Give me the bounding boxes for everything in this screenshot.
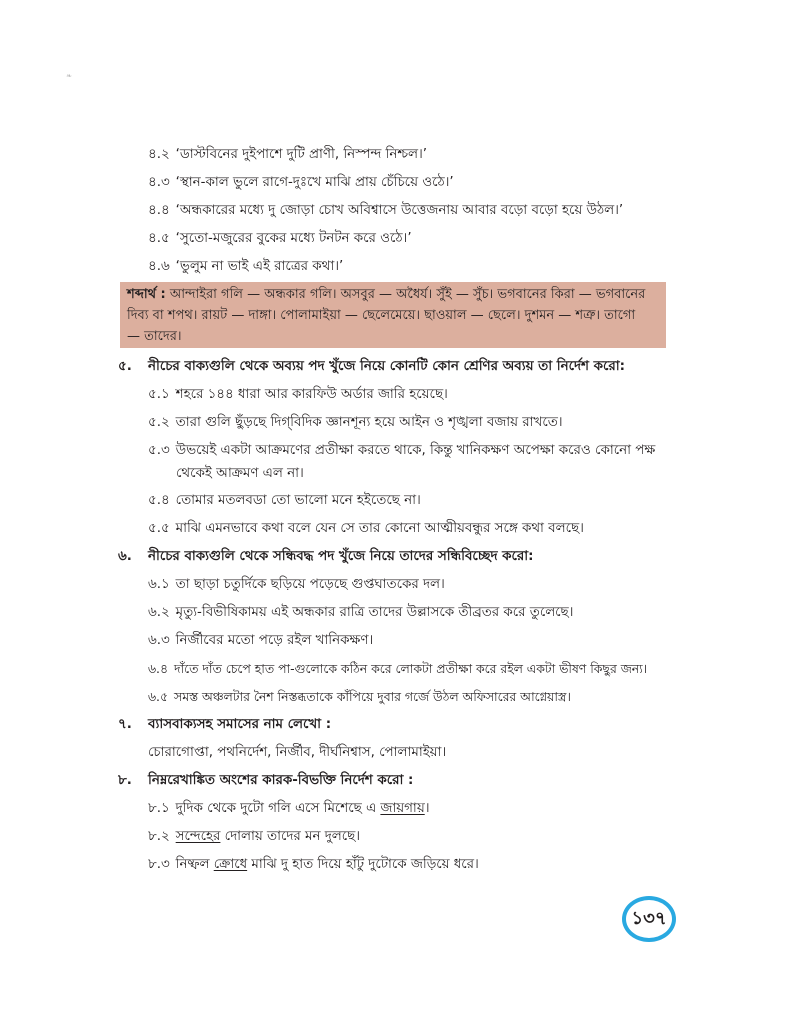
item-number: ৪.২: [148, 147, 170, 162]
item-number: ৮.১: [148, 801, 170, 816]
item-text: ‘ভুলুম না ভাই এই রাত্রের কথা।’: [175, 259, 344, 274]
item-text: সমস্ত অঞ্চলটার নৈশ নিস্তব্ধতাকে কাঁপিয়ে দুবার গর্জে উঠল অফিসারের আগ্নেয়াস্ত্র।: [174, 689, 571, 704]
item-text-after: মাঝি দু হাত দিয়ে হাঁটু দুটোকে জড়িয়ে ধরে।: [247, 857, 479, 872]
question-heading: [118, 772, 413, 790]
item-number: ৫.১: [148, 387, 170, 402]
item-text: তারা গুলি ছুঁড়ছে দিগ্‌বিদিক জ্ঞানশূন্য হয়ে আইন ও শৃঙ্খলা বজায় রাখতে।: [175, 415, 563, 430]
item-number: ৬.৪: [148, 661, 169, 676]
item-text: মৃত্যু-বিভীষিকাময় এই অন্ধকার রাত্রি তাদের উল্লাসকে তীব্রতর করে তুলেছে।: [175, 605, 574, 620]
page-number-badge: [622, 896, 676, 942]
corner-mark: ❧: [66, 72, 72, 80]
glossary-label: শব্দার্থ :: [127, 287, 166, 302]
question-heading: [118, 548, 534, 566]
item-number: ৫.২: [148, 415, 170, 430]
item-text-before: নিষ্ফল: [175, 857, 214, 872]
list-item: [148, 230, 412, 248]
list-item: [148, 660, 647, 678]
item-number: ৫.৪: [148, 493, 170, 508]
question-number: ৬.: [118, 549, 132, 564]
list-item: [148, 800, 430, 818]
question-heading: [118, 716, 331, 734]
item-text: উভয়েই একটা আক্রমণের প্রতীক্ষা করতে থাকে, কিন্তু খানিকক্ষণ অপেক্ষা করেও কোনো পক্ষ: [175, 443, 656, 458]
item-number: ৪.৫: [148, 231, 170, 246]
item-number: ৮.৩: [148, 857, 170, 872]
item-number: ৪.৬: [148, 259, 170, 274]
item-text: মাঝি এমনভাবে কথা বলে যেন সে তার কোনো আত্মীয়বন্ধুর সঙ্গে কথা বলছে।: [175, 521, 584, 536]
list-item: [148, 386, 448, 404]
item-text-after: ।: [424, 801, 430, 816]
question-number: ৭.: [118, 717, 132, 732]
underlined-word: সন্দেহের: [175, 829, 221, 844]
list-item: [148, 576, 445, 594]
question-title: নিম্নরেখাঙ্কিত অংশের কারক-বিভক্তি নির্দেশ করো :: [148, 773, 414, 788]
item-text: ‘অন্ধকারের মধ্যে দু জোড়া চোখ অবিশ্বাসে উত্তেজনায় আবার বড়ো বড়ো হয়ে উঠল।’: [175, 203, 624, 218]
list-item-continuation: থেকেই আক্রমণ এল না।: [176, 466, 304, 481]
item-text-after: দোলায় তাদের মন দুলছে।: [220, 829, 360, 844]
item-number: ৪.৪: [148, 203, 170, 218]
list-item: [148, 258, 343, 276]
glossary-line: — তাদের।: [127, 329, 182, 344]
item-text-before: দুদিক থেকে দুটো গলি এসে মিশেছে এ: [175, 801, 381, 816]
glossary-text: আন্দাইরা গলি — অন্ধকার গলি। অসবুর — অধৈর্য। সুঁই — সুঁচ। ভগবানের কিরা — ভগবানের: [169, 287, 646, 302]
item-text: দাঁতে দাঁত চেপে হাত পা-গুলোকে কঠিন করে লোকটা প্রতীক্ষা করে রইল একটা ভীষণ কিছুর জন্য।: [174, 661, 648, 676]
item-number: ৫.৫: [148, 521, 170, 536]
list-item: [148, 146, 427, 164]
list-item: [148, 632, 373, 650]
list-item: [148, 828, 360, 846]
item-number: ৫.৩: [148, 443, 170, 458]
list-item: [148, 492, 421, 510]
item-number: ৬.২: [148, 605, 170, 620]
question-title: নীচের বাক্যগুলি থেকে অব্যয় পদ খুঁজে নিয়ে কোনটি কোন শ্রেণির অব্যয় তা নির্দেশ করো:: [148, 359, 625, 374]
question-number: ৫.: [118, 359, 132, 374]
item-number: ৮.২: [148, 829, 170, 844]
underlined-word: ক্রোধে: [213, 857, 248, 872]
list-item: [148, 688, 571, 706]
item-text: শহরে ১৪৪ ধারা আর কারফিউ অর্ডার জারি হয়েছে।: [175, 387, 448, 402]
list-item: [148, 202, 623, 220]
item-text: নির্জীবের মতো পড়ে রইল খানিকক্ষণ।: [175, 633, 374, 648]
question-number: ৮.: [118, 773, 132, 788]
question-heading: [118, 358, 625, 376]
list-item: [148, 520, 584, 538]
question-text: চোরাগোপ্তা, পথনির্দেশ, নির্জীব, দীর্ঘনিশ্বাস, পোলামাইয়া।: [148, 745, 447, 760]
item-text: তা ছাড়া চতুর্দিকে ছড়িয়ে পড়েছে গুপ্তঘাতকের দল।: [175, 577, 445, 592]
item-number: ৪.৩: [148, 175, 170, 190]
item-text: তোমার মতলবডা তো ভালো মনে হইতেছে না।: [175, 493, 421, 508]
glossary-line: দিব্য বা শপথ। রায়ট — দাঙ্গা। পোলামাইয়া — ছেলেমেয়ে। ছাওয়াল — ছেলে। দুশমন — শত্রু। তাগো: [127, 308, 636, 323]
question-title: ব্যাসবাক্যসহ সমাসের নাম লেখো :: [148, 717, 332, 732]
list-item: [148, 856, 479, 874]
item-number: ৬.১: [148, 577, 170, 592]
item-text: ‘স্থান-কাল ভুলে রাগে-দুঃখে মাঝি প্রায় চেঁচিয়ে ওঠে।’: [175, 175, 454, 190]
list-item: [148, 414, 563, 432]
question-title: নীচের বাক্যগুলি থেকে সন্ধিবদ্ধ পদ খুঁজে নিয়ে তাদের সন্ধিবিচ্ছেদ করো:: [148, 549, 534, 564]
item-number: ৬.৫: [148, 689, 169, 704]
item-text: ‘সুতো-মজুরের বুকের মধ্যে টনটন করে ওঠে।’: [175, 231, 412, 246]
underlined-word: জায়গায়: [380, 801, 425, 816]
item-number: ৬.৩: [148, 633, 170, 648]
list-item: [148, 174, 454, 192]
list-item: [148, 604, 573, 622]
glossary-line: [127, 286, 645, 304]
list-item: [148, 442, 655, 460]
page-number: ১৩৭: [631, 907, 667, 929]
item-text: ‘ডাস্টবিনের দুইপাশে দুটি প্রাণী, নিস্পন্দ নিশ্চল।’: [175, 147, 428, 162]
